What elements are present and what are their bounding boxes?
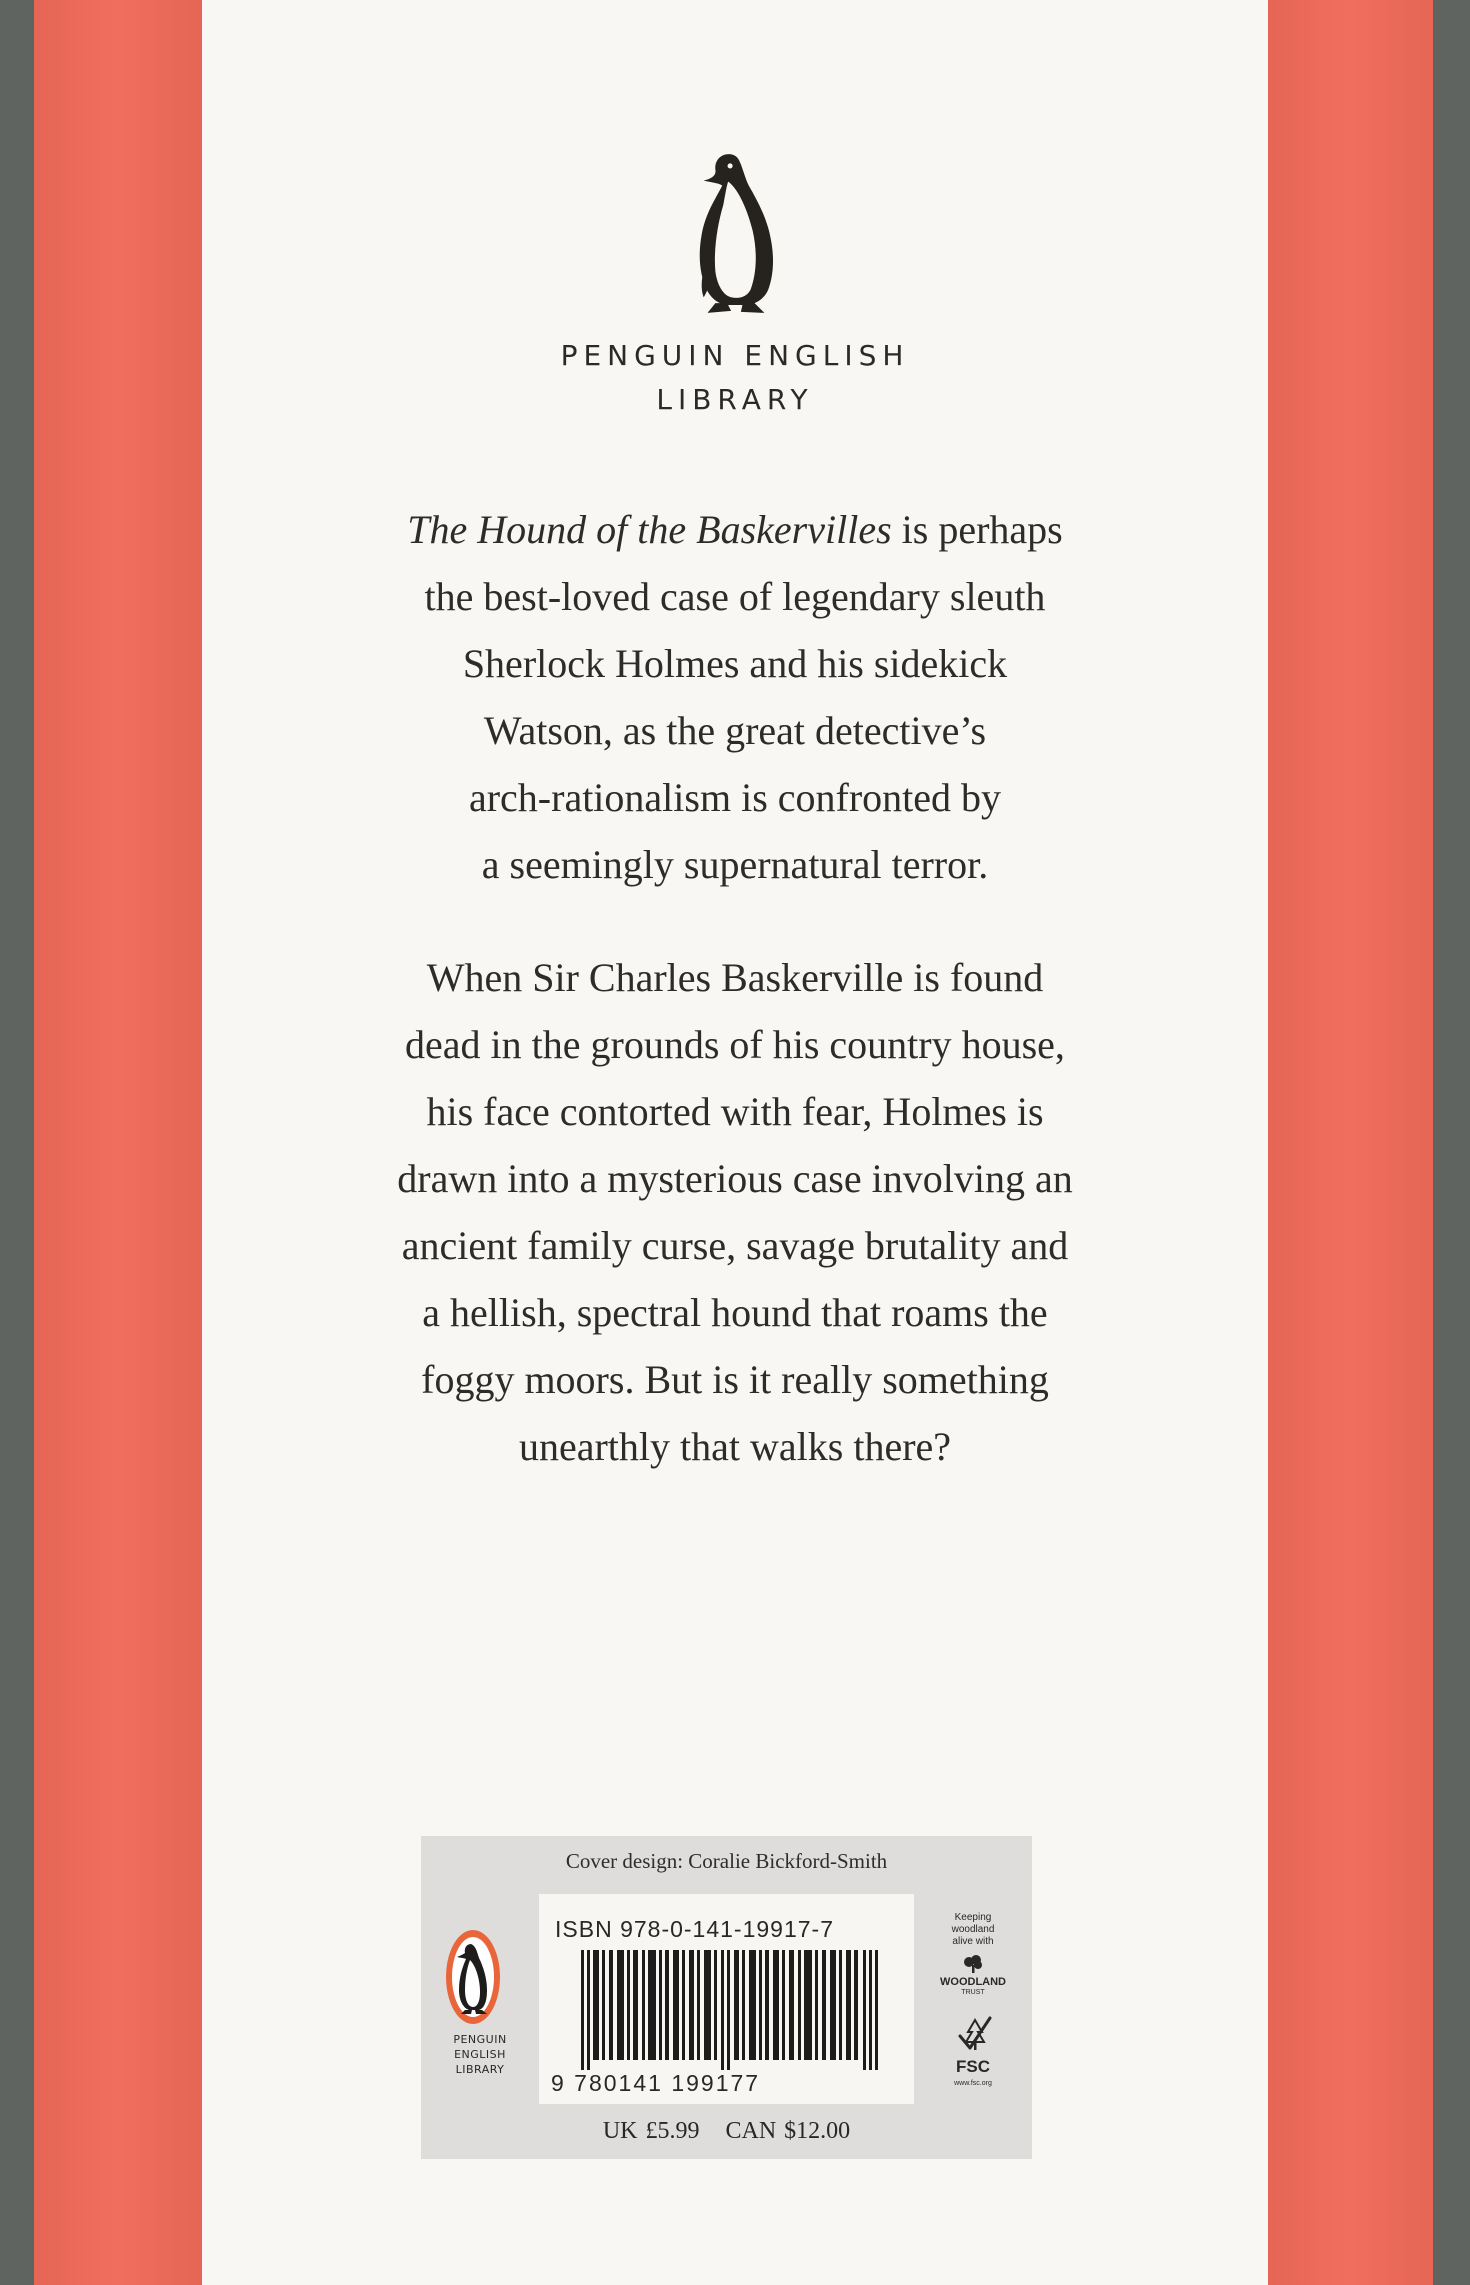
blurb-line xyxy=(202,496,1268,563)
series-name-line: PENGUIN ENGLISH xyxy=(560,339,910,372)
woodland-trust-tree-icon xyxy=(961,1954,985,1974)
fsc-name: FSC xyxy=(956,2057,990,2076)
blurb-paragraph-1 xyxy=(202,496,1268,898)
fsc-tree-check-icon xyxy=(954,2012,996,2056)
blurb-line: When Sir Charles Baskerville is found xyxy=(426,955,1044,1000)
eco-logos xyxy=(914,1894,1032,2104)
publisher-logo-line: LIBRARY xyxy=(455,2063,505,2076)
woodland-keeping-line: woodland xyxy=(951,1924,995,1935)
blurb-line: ancient family curse, savage brutality and xyxy=(401,1223,1069,1268)
blurb-line: a hellish, spectral hound that roams the xyxy=(422,1290,1048,1335)
woodland-trust-name: WOODLAND xyxy=(940,1976,1006,1988)
blurb-line: Watson, as the great detective’s xyxy=(483,708,987,753)
series-name-line: LIBRARY xyxy=(656,383,814,416)
blurb-line: his face contorted with fear, Holmes is xyxy=(426,1089,1044,1134)
fsc-url: www.fsc.org xyxy=(954,2080,992,2087)
barcode-digits: 9 780141 199177 xyxy=(551,2070,761,2096)
cover-design-credit: Cover design: Coralie Bickford-Smith xyxy=(565,1849,888,1873)
woodland-keeping-text xyxy=(914,1912,1032,1948)
barcode-icon xyxy=(581,1950,881,2070)
penguin-publisher-logo-icon xyxy=(445,1928,501,2026)
blurb-line: the best-loved case of legendary sleuth xyxy=(424,574,1046,619)
penguin-logo-icon xyxy=(686,148,784,320)
book-title: The Hound of the Baskervilles xyxy=(407,507,892,552)
left-cover-band xyxy=(34,0,202,2285)
blurb-paragraph-2 xyxy=(202,944,1268,1480)
blurb-text: is perhaps xyxy=(891,507,1063,552)
publisher-logo-line: PENGUIN xyxy=(453,2033,507,2046)
isbn-number: ISBN 978-0-141-19917-7 xyxy=(555,1916,834,1942)
blurb-line: Sherlock Holmes and his sidekick xyxy=(462,641,1008,686)
price-uk: UK £5.99 xyxy=(602,2118,700,2144)
blurb-line: drawn into a mysterious case involving an xyxy=(397,1156,1073,1201)
blurb-line: arch-rationalism is confronted by xyxy=(468,775,1002,820)
publisher-logo-text xyxy=(421,2032,539,2077)
blurb-line: foggy moors. But is it really something xyxy=(421,1357,1049,1402)
blurb-line: unearthly that walks there? xyxy=(518,1424,952,1469)
blurb-line: a seemingly supernatural terror. xyxy=(481,842,989,887)
right-cover-band xyxy=(1268,0,1433,2285)
woodland-keeping-line: Keeping xyxy=(954,1912,992,1923)
publisher-logo-line: ENGLISH xyxy=(454,2048,506,2061)
barcode-panel xyxy=(539,1894,914,2104)
blurb-line: dead in the grounds of his country house, xyxy=(405,1022,1065,1067)
woodland-keeping-line: alive with xyxy=(952,1936,994,1947)
price-can: CAN $12.00 xyxy=(725,2118,851,2144)
woodland-trust-sub: TRUST xyxy=(961,1989,985,1996)
barcode-label xyxy=(421,1836,1032,2159)
price-line xyxy=(421,2104,1032,2159)
series-name xyxy=(202,334,1268,422)
